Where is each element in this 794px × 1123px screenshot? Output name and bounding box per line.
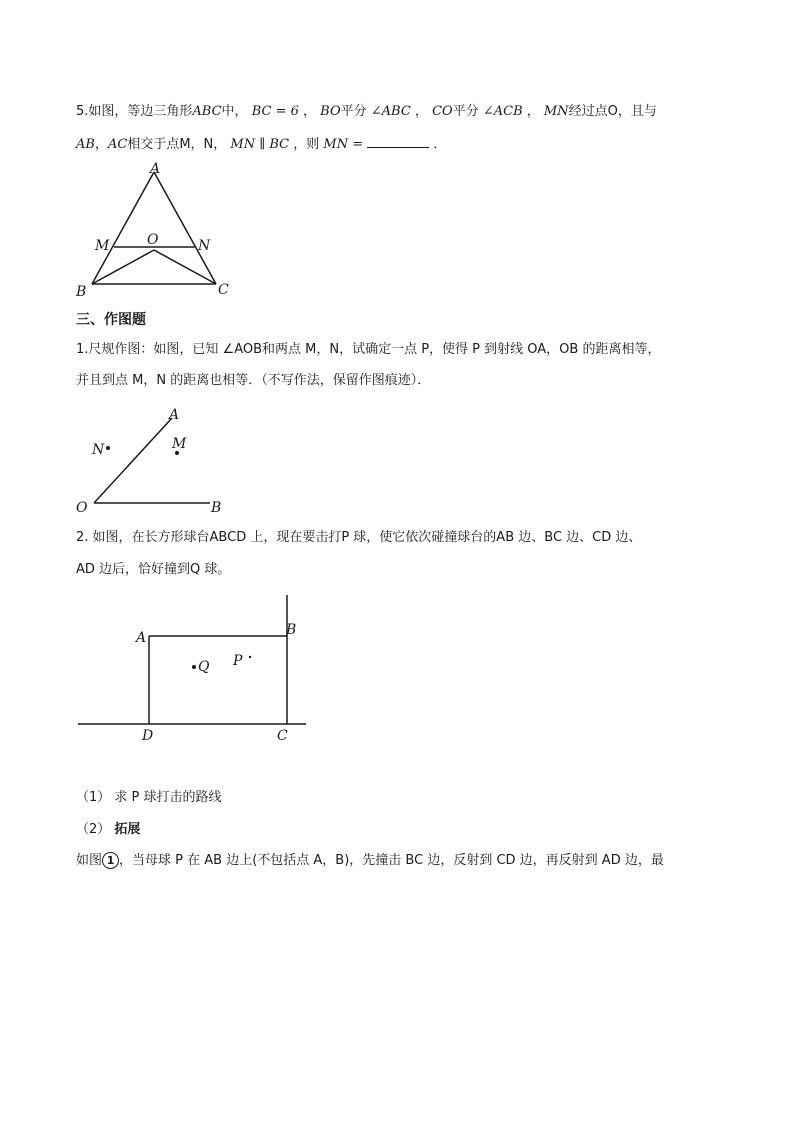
construct-1-line-1: 1.尺规作图：如图，已知 ∠AOB和两点 M，N，试确定一点 P，使得 P 到射线 OA，OB 的距离相等， [76,342,661,357]
label-o: O [147,232,159,248]
label-m: M [172,436,187,452]
label-a: A [150,161,161,177]
sub-question-1: （1） 求 P 球打击的路线 [76,790,222,805]
sub-question-2: （2） 拓展 [76,822,141,837]
label-n: N [92,442,105,458]
angle-figure [74,402,234,520]
label-a: A [136,630,147,646]
construct-2-line-2: AD 边后，恰好撞到Q 球。 [76,562,231,577]
label-c: C [218,282,229,298]
extension-text: 如图 1 ，当母球 P 在 AB 边上(不包括点 A，B)，先撞击 BC 边，反射到 CD 边，再反射到 AD 边，最 [76,853,664,868]
problem-5-line-1: 5.如图，等边三角形ABC中， BC = 6 ， BO平分 ∠ABC ， CO平分 ∠ACB ， MN经过点O，且与 [76,104,657,119]
label-q: Q [198,659,210,675]
billiard-table-figure [76,590,316,745]
answer-blank [367,133,429,148]
label-b: B [76,284,87,300]
circled-number-1: 1 [102,852,119,869]
label-b: B [286,622,297,638]
label-p: P [233,653,243,669]
problem-5-line-2: AB，AC相交于点M，N， MN ∥ BC ，则 MN = ． [76,133,446,155]
label-c: C [277,728,288,744]
label-d: D [142,728,154,744]
label-m: M [95,238,110,254]
label-a: A [169,407,180,423]
triangle-figure [70,158,240,303]
label-n: N [198,238,211,254]
section-heading: 三、作图题 [76,312,146,328]
construct-2-line-1: 2. 如图，在长方形球台ABCD 上，现在要击打P 球，使它依次碰撞球台的AB 边、BC 边、CD 边、 [76,530,642,545]
label-o: O [76,500,88,516]
label-b: B [211,500,222,516]
construct-1-line-2: 并且到点 M，N 的距离也相等．（不写作法，保留作图痕迹）． [76,373,431,388]
